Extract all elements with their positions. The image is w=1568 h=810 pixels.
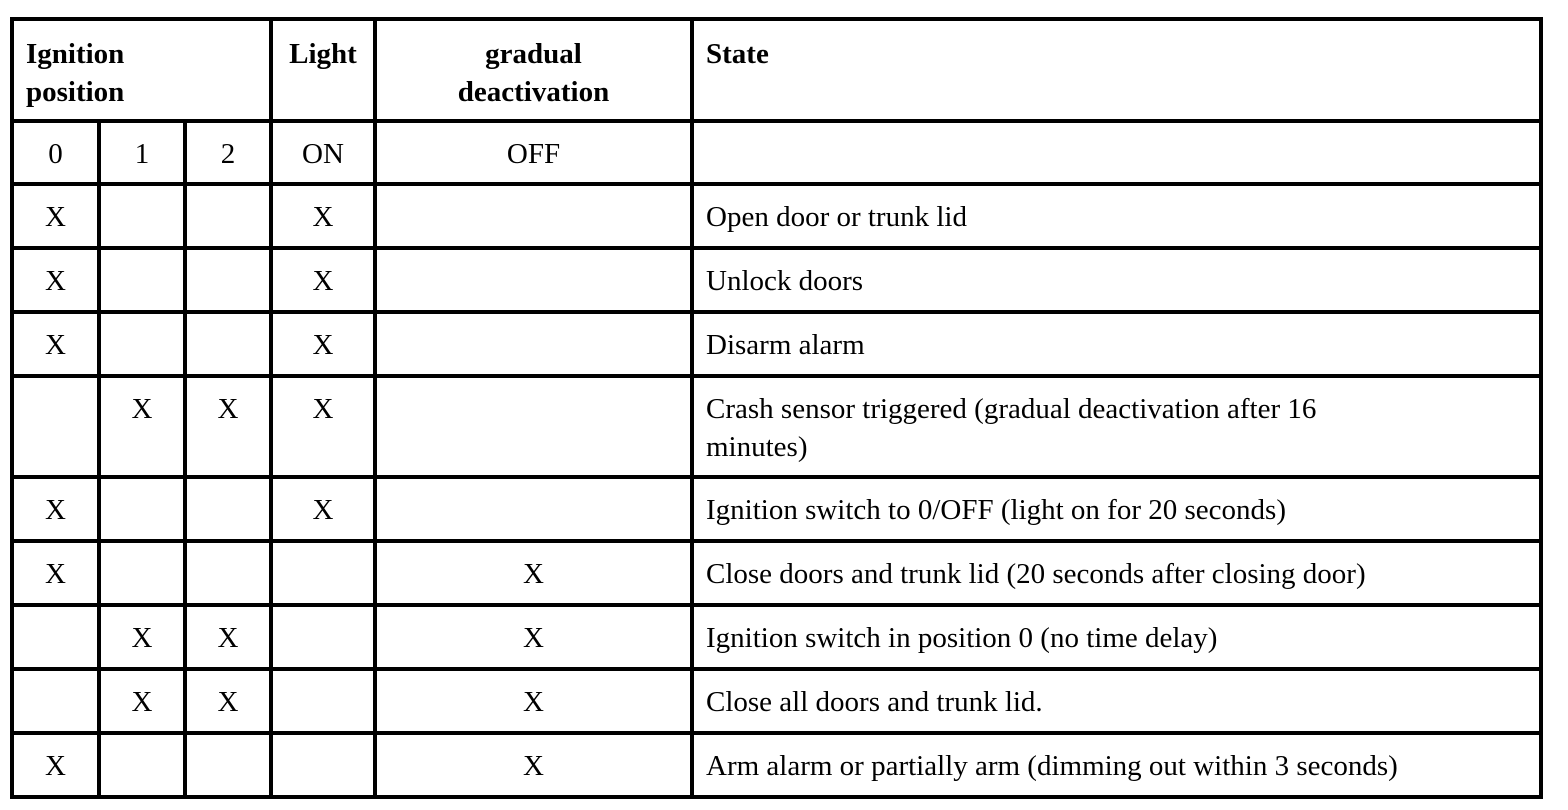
cell-position-0: X <box>12 312 99 376</box>
table-row <box>12 605 1541 669</box>
cell-state: Arm alarm or partially arm (dimming out within 3 seconds) <box>692 733 1541 797</box>
subheader-position-0: 0 <box>12 121 99 184</box>
cell-position-2 <box>185 477 271 541</box>
cell-gradual-off <box>375 184 692 248</box>
cell-light-on: X <box>271 184 375 248</box>
ignition-light-state-table <box>10 17 1543 799</box>
cell-state: Disarm alarm <box>692 312 1541 376</box>
cell-light-on <box>271 733 375 797</box>
cell-position-1 <box>99 312 185 376</box>
cell-position-2 <box>185 248 271 312</box>
cell-gradual-off <box>375 248 692 312</box>
cell-position-0 <box>12 605 99 669</box>
cell-position-0 <box>12 376 99 477</box>
cell-light-on <box>271 541 375 605</box>
subheader-position-2: 2 <box>185 121 271 184</box>
cell-gradual-off: X <box>375 541 692 605</box>
header-row <box>12 19 1541 121</box>
cell-position-1: X <box>99 669 185 733</box>
cell-gradual-off: X <box>375 669 692 733</box>
cell-position-1 <box>99 477 185 541</box>
cell-position-0 <box>12 669 99 733</box>
subheader-position-1: 1 <box>99 121 185 184</box>
cell-state: Open door or trunk lid <box>692 184 1541 248</box>
cell-position-1 <box>99 248 185 312</box>
cell-light-on: X <box>271 477 375 541</box>
subheader-row <box>12 121 1541 184</box>
cell-position-2: X <box>185 669 271 733</box>
cell-gradual-off: X <box>375 733 692 797</box>
cell-position-2 <box>185 312 271 376</box>
cell-state: Ignition switch to 0/OFF (light on for 20 seconds) <box>692 477 1541 541</box>
header-state: State <box>692 19 1541 121</box>
header-light: Light <box>271 19 375 121</box>
cell-position-0: X <box>12 248 99 312</box>
cell-gradual-off: X <box>375 605 692 669</box>
cell-light-on: X <box>271 248 375 312</box>
cell-gradual-off <box>375 312 692 376</box>
cell-state: Crash sensor triggered (gradual deactivation after 16 minutes) <box>692 376 1541 477</box>
cell-position-1 <box>99 541 185 605</box>
cell-position-2 <box>185 733 271 797</box>
cell-position-0: X <box>12 733 99 797</box>
table-row <box>12 541 1541 605</box>
cell-position-1 <box>99 184 185 248</box>
cell-position-1 <box>99 733 185 797</box>
table-row <box>12 184 1541 248</box>
cell-position-1: X <box>99 376 185 477</box>
table-row <box>12 669 1541 733</box>
cell-light-on: X <box>271 312 375 376</box>
table-row <box>12 312 1541 376</box>
cell-gradual-off <box>375 376 692 477</box>
cell-position-2 <box>185 541 271 605</box>
subheader-off: OFF <box>375 121 692 184</box>
cell-state: Close all doors and trunk lid. <box>692 669 1541 733</box>
subheader-state <box>692 121 1541 184</box>
table-row <box>12 376 1541 477</box>
header-ignition-position: Ignition position <box>12 19 271 121</box>
cell-position-1: X <box>99 605 185 669</box>
cell-light-on <box>271 669 375 733</box>
header-gradual-deactivation: gradual deactivation <box>375 19 692 121</box>
table-row <box>12 477 1541 541</box>
cell-state: Close doors and trunk lid (20 seconds after closing door) <box>692 541 1541 605</box>
cell-position-2: X <box>185 605 271 669</box>
table-row <box>12 248 1541 312</box>
cell-position-0: X <box>12 541 99 605</box>
cell-state: Unlock doors <box>692 248 1541 312</box>
subheader-on: ON <box>271 121 375 184</box>
cell-position-2 <box>185 184 271 248</box>
cell-state: Ignition switch in position 0 (no time delay) <box>692 605 1541 669</box>
cell-gradual-off <box>375 477 692 541</box>
cell-position-2: X <box>185 376 271 477</box>
table-row <box>12 733 1541 797</box>
cell-light-on <box>271 605 375 669</box>
cell-position-0: X <box>12 477 99 541</box>
cell-position-0: X <box>12 184 99 248</box>
cell-light-on: X <box>271 376 375 477</box>
